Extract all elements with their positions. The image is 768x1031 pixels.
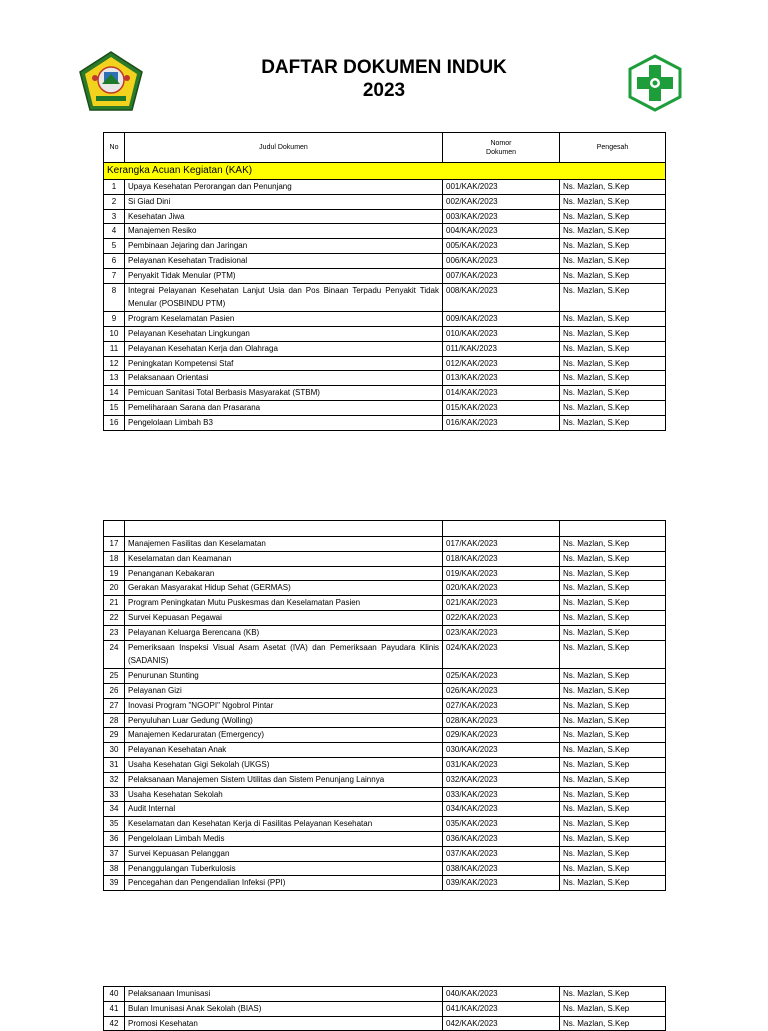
- row-number-cell: 10: [104, 326, 125, 341]
- document-number-cell: 007/KAK/2023: [443, 268, 560, 283]
- document-number-cell: 042/KAK/2023: [443, 1016, 560, 1031]
- document-number-cell: 027/KAK/2023: [443, 698, 560, 713]
- row-number-cell: 25: [104, 669, 125, 684]
- regional-emblem-logo: [78, 50, 144, 112]
- row-number-cell: 15: [104, 400, 125, 415]
- row-number-cell: 41: [104, 1001, 125, 1016]
- document-number-cell: 009/KAK/2023: [443, 312, 560, 327]
- approver-cell: Ns. Mazlan, S.Kep: [560, 239, 666, 254]
- approver-cell: Ns. Mazlan, S.Kep: [560, 386, 666, 401]
- table-row: [104, 610, 666, 625]
- document-title-cell: Penurunan Stunting: [125, 669, 443, 684]
- document-number-cell: 002/KAK/2023: [443, 194, 560, 209]
- table-row: [104, 283, 666, 312]
- document-number-cell: 038/KAK/2023: [443, 861, 560, 876]
- table-row: [104, 268, 666, 283]
- document-title-cell: Pelaksanaan Orientasi: [125, 371, 443, 386]
- row-number-cell: 30: [104, 743, 125, 758]
- row-number-cell: 5: [104, 239, 125, 254]
- row-number-cell: 27: [104, 698, 125, 713]
- approver-cell: Ns. Mazlan, S.Kep: [560, 787, 666, 802]
- approver-cell: Ns. Mazlan, S.Kep: [560, 831, 666, 846]
- approver-cell: Ns. Mazlan, S.Kep: [560, 625, 666, 640]
- document-title-cell: Usaha Kesehatan Sekolah: [125, 787, 443, 802]
- document-number-cell: 028/KAK/2023: [443, 713, 560, 728]
- document-title-cell: Pelayanan Kesehatan Kerja dan Olahraga: [125, 341, 443, 356]
- approver-cell: Ns. Mazlan, S.Kep: [560, 757, 666, 772]
- document-title-cell: Inovasi Program "NGOPI" Ngobrol Pintar: [125, 698, 443, 713]
- row-number-cell: 23: [104, 625, 125, 640]
- document-number-cell: 030/KAK/2023: [443, 743, 560, 758]
- approver-cell: Ns. Mazlan, S.Kep: [560, 415, 666, 430]
- table-body-2: [104, 537, 666, 891]
- document-number-cell: 039/KAK/2023: [443, 876, 560, 891]
- document-title-cell: Manajemen Resiko: [125, 224, 443, 239]
- table-row: [104, 757, 666, 772]
- approver-cell: Ns. Mazlan, S.Kep: [560, 1016, 666, 1031]
- approver-cell: Ns. Mazlan, S.Kep: [560, 987, 666, 1002]
- row-number-cell: 39: [104, 876, 125, 891]
- document-title-cell: Pelaksanaan Imunisasi: [125, 987, 443, 1002]
- blank-cell: [125, 521, 443, 537]
- approver-cell: Ns. Mazlan, S.Kep: [560, 1001, 666, 1016]
- table-row: [104, 566, 666, 581]
- document-title-cell: Keselamatan dan Keamanan: [125, 551, 443, 566]
- approver-cell: Ns. Mazlan, S.Kep: [560, 341, 666, 356]
- table-row: [104, 728, 666, 743]
- table-body-1: [104, 180, 666, 431]
- row-number-cell: 38: [104, 861, 125, 876]
- document-number-cell: 029/KAK/2023: [443, 728, 560, 743]
- section-header-row: [104, 163, 666, 180]
- table-row: [104, 625, 666, 640]
- row-number-cell: 26: [104, 683, 125, 698]
- approver-cell: Ns. Mazlan, S.Kep: [560, 876, 666, 891]
- row-number-cell: 33: [104, 787, 125, 802]
- approver-cell: Ns. Mazlan, S.Kep: [560, 581, 666, 596]
- table-row: [104, 209, 666, 224]
- document-title-cell: Promosi Kesehatan: [125, 1016, 443, 1031]
- document-title-cell: Survei Kepuasan Pelanggan: [125, 846, 443, 861]
- table-row: [104, 551, 666, 566]
- approver-cell: Ns. Mazlan, S.Kep: [560, 817, 666, 832]
- document-number-cell: 031/KAK/2023: [443, 757, 560, 772]
- document-title-cell: Penyakit Tidak Menular (PTM): [125, 268, 443, 283]
- row-number-cell: 35: [104, 817, 125, 832]
- table-row: [104, 772, 666, 787]
- row-number-cell: 32: [104, 772, 125, 787]
- document-number-cell: 014/KAK/2023: [443, 386, 560, 401]
- table-row: [104, 415, 666, 430]
- document-title-cell: Gerakan Masyarakat Hidup Sehat (GERMAS): [125, 581, 443, 596]
- document-title-cell: Audit Internal: [125, 802, 443, 817]
- row-number-cell: 40: [104, 987, 125, 1002]
- table-row: [104, 312, 666, 327]
- row-number-cell: 29: [104, 728, 125, 743]
- document-title-cell: Penanganan Kebakaran: [125, 566, 443, 581]
- table-row: [104, 640, 666, 669]
- document-title-cell: Pelayanan Kesehatan Anak: [125, 743, 443, 758]
- approver-cell: Ns. Mazlan, S.Kep: [560, 640, 666, 669]
- row-number-cell: 31: [104, 757, 125, 772]
- row-number-cell: 28: [104, 713, 125, 728]
- document-number-cell: 003/KAK/2023: [443, 209, 560, 224]
- approver-cell: Ns. Mazlan, S.Kep: [560, 772, 666, 787]
- row-number-cell: 2: [104, 194, 125, 209]
- table-row: [104, 371, 666, 386]
- document-number-cell: 010/KAK/2023: [443, 326, 560, 341]
- document-title-cell: Pemeriksaan Inspeksi Visual Asam Asetat (IVA) dan Pemeriksaan Payudara Klinis (SADANIS): [125, 640, 443, 669]
- document-title-cell: Pencegahan dan Pengendalian Infeksi (PPI): [125, 876, 443, 891]
- table-row: [104, 987, 666, 1002]
- document-title-cell: Peningkatan Kompetensi Staf: [125, 356, 443, 371]
- table-row: [104, 817, 666, 832]
- blank-cell: [443, 521, 560, 537]
- approver-cell: Ns. Mazlan, S.Kep: [560, 566, 666, 581]
- row-number-cell: 13: [104, 371, 125, 386]
- approver-cell: Ns. Mazlan, S.Kep: [560, 551, 666, 566]
- document-number-cell: 025/KAK/2023: [443, 669, 560, 684]
- document-number-cell: 019/KAK/2023: [443, 566, 560, 581]
- table-row: [104, 802, 666, 817]
- table-row: [104, 743, 666, 758]
- document-number-cell: 020/KAK/2023: [443, 581, 560, 596]
- table-row: [104, 596, 666, 611]
- document-table-page-3: [103, 986, 666, 1031]
- document-title-cell: Manajemen Fasilitas dan Keselamatan: [125, 537, 443, 552]
- document-title-cell: Pelayanan Keluarga Berencana (KB): [125, 625, 443, 640]
- table-row: [104, 713, 666, 728]
- document-title-cell: Bulan Imunisasi Anak Sekolah (BIAS): [125, 1001, 443, 1016]
- approver-cell: Ns. Mazlan, S.Kep: [560, 371, 666, 386]
- table-row: [104, 386, 666, 401]
- document-title-cell: Upaya Kesehatan Perorangan dan Penunjang: [125, 180, 443, 195]
- row-number-cell: 22: [104, 610, 125, 625]
- approver-cell: Ns. Mazlan, S.Kep: [560, 610, 666, 625]
- document-number-cell: 005/KAK/2023: [443, 239, 560, 254]
- document-number-cell: 024/KAK/2023: [443, 640, 560, 669]
- table-row: [104, 1001, 666, 1016]
- document-title-cell: Program Keselamatan Pasien: [125, 312, 443, 327]
- approver-cell: Ns. Mazlan, S.Kep: [560, 669, 666, 684]
- row-number-cell: 20: [104, 581, 125, 596]
- row-number-cell: 21: [104, 596, 125, 611]
- row-number-cell: 4: [104, 224, 125, 239]
- document-number-cell: 023/KAK/2023: [443, 625, 560, 640]
- table-row: [104, 341, 666, 356]
- document-title-cell: Pelayanan Gizi: [125, 683, 443, 698]
- approver-cell: Ns. Mazlan, S.Kep: [560, 683, 666, 698]
- document-number-cell: 021/KAK/2023: [443, 596, 560, 611]
- document-title-cell: Survei Kepuasan Pegawai: [125, 610, 443, 625]
- document-number-cell: 012/KAK/2023: [443, 356, 560, 371]
- row-number-cell: 9: [104, 312, 125, 327]
- document-number-cell: 013/KAK/2023: [443, 371, 560, 386]
- table-row: [104, 239, 666, 254]
- header-judul: Judul Dokumen: [125, 133, 443, 163]
- table-row: [104, 180, 666, 195]
- header-nomor-text: Nomor Dokumen: [486, 139, 516, 156]
- document-number-cell: 011/KAK/2023: [443, 341, 560, 356]
- row-number-cell: 19: [104, 566, 125, 581]
- puskesmas-logo: [626, 54, 684, 112]
- approver-cell: Ns. Mazlan, S.Kep: [560, 802, 666, 817]
- table-row: [104, 537, 666, 552]
- header-no: No: [104, 133, 125, 163]
- header-nomor: [443, 133, 560, 163]
- row-number-cell: 34: [104, 802, 125, 817]
- approver-cell: Ns. Mazlan, S.Kep: [560, 356, 666, 371]
- table-row: [104, 224, 666, 239]
- row-number-cell: 7: [104, 268, 125, 283]
- section-title: Kerangka Acuan Kegiatan (KAK): [104, 163, 666, 180]
- approver-cell: Ns. Mazlan, S.Kep: [560, 180, 666, 195]
- table-header-row: [104, 133, 666, 163]
- document-number-cell: 036/KAK/2023: [443, 831, 560, 846]
- document-title-cell: Pembinaan Jejaring dan Jaringan: [125, 239, 443, 254]
- table-row: [104, 876, 666, 891]
- document-title-cell: Penanggulangan Tuberkulosis: [125, 861, 443, 876]
- approver-cell: Ns. Mazlan, S.Kep: [560, 846, 666, 861]
- approver-cell: Ns. Mazlan, S.Kep: [560, 194, 666, 209]
- table-row: [104, 683, 666, 698]
- document-number-cell: 034/KAK/2023: [443, 802, 560, 817]
- approver-cell: Ns. Mazlan, S.Kep: [560, 224, 666, 239]
- table-row: [104, 787, 666, 802]
- document-table-page-2: [103, 520, 666, 891]
- approver-cell: Ns. Mazlan, S.Kep: [560, 743, 666, 758]
- document-title-cell: Pelayanan Kesehatan Tradisional: [125, 253, 443, 268]
- row-number-cell: 3: [104, 209, 125, 224]
- row-number-cell: 36: [104, 831, 125, 846]
- document-title-cell: Si Giad Dini: [125, 194, 443, 209]
- document-number-cell: 040/KAK/2023: [443, 987, 560, 1002]
- document-number-cell: 032/KAK/2023: [443, 772, 560, 787]
- document-title-cell: Pengelolaan Limbah Medis: [125, 831, 443, 846]
- document-number-cell: 016/KAK/2023: [443, 415, 560, 430]
- table-row: [104, 194, 666, 209]
- document-table-page-1: [103, 132, 666, 431]
- document-title-cell: Pemicuan Sanitasi Total Berbasis Masyarakat (STBM): [125, 386, 443, 401]
- document-number-cell: 026/KAK/2023: [443, 683, 560, 698]
- document-title-cell: Keselamatan dan Kesehatan Kerja di Fasilitas Pelayanan Kesehatan: [125, 817, 443, 832]
- row-number-cell: 6: [104, 253, 125, 268]
- row-number-cell: 8: [104, 283, 125, 312]
- blank-cell: [560, 521, 666, 537]
- document-title-cell: Pemeliharaan Sarana dan Prasarana: [125, 400, 443, 415]
- table-row: [104, 253, 666, 268]
- document-number-cell: 008/KAK/2023: [443, 283, 560, 312]
- row-number-cell: 14: [104, 386, 125, 401]
- row-number-cell: 18: [104, 551, 125, 566]
- row-number-cell: 16: [104, 415, 125, 430]
- title-line-2: 2023: [362, 80, 406, 101]
- document-title-cell: Pengelolaan Limbah B3: [125, 415, 443, 430]
- document-number-cell: 001/KAK/2023: [443, 180, 560, 195]
- table-body-3: [104, 987, 666, 1031]
- table-row: [104, 356, 666, 371]
- approver-cell: Ns. Mazlan, S.Kep: [560, 209, 666, 224]
- table-row: [104, 326, 666, 341]
- document-number-cell: 006/KAK/2023: [443, 253, 560, 268]
- approver-cell: Ns. Mazlan, S.Kep: [560, 268, 666, 283]
- document-number-cell: 033/KAK/2023: [443, 787, 560, 802]
- approver-cell: Ns. Mazlan, S.Kep: [560, 253, 666, 268]
- row-number-cell: 12: [104, 356, 125, 371]
- document-title-cell: Manajemen Kedaruratan (Emergency): [125, 728, 443, 743]
- row-number-cell: 1: [104, 180, 125, 195]
- approver-cell: Ns. Mazlan, S.Kep: [560, 596, 666, 611]
- row-number-cell: 42: [104, 1016, 125, 1031]
- document-number-cell: 022/KAK/2023: [443, 610, 560, 625]
- row-number-cell: 37: [104, 846, 125, 861]
- table-row: [104, 831, 666, 846]
- table-row: [104, 581, 666, 596]
- approver-cell: Ns. Mazlan, S.Kep: [560, 861, 666, 876]
- title-line-1: DAFTAR DOKUMEN INDUK: [261, 57, 507, 78]
- table-row: [104, 861, 666, 876]
- blank-header-row: [104, 521, 666, 537]
- document-title-cell: Pelayanan Kesehatan Lingkungan: [125, 326, 443, 341]
- approver-cell: Ns. Mazlan, S.Kep: [560, 698, 666, 713]
- table-row: [104, 698, 666, 713]
- document-title-cell: Pelaksanaan Manajemen Sistem Utilitas dan Sistem Penunjang Lainnya: [125, 772, 443, 787]
- blank-cell: [104, 521, 125, 537]
- approver-cell: Ns. Mazlan, S.Kep: [560, 400, 666, 415]
- table-row: [104, 846, 666, 861]
- table-row: [104, 669, 666, 684]
- document-title-cell: Program Peningkatan Mutu Puskesmas dan Keselamatan Pasien: [125, 596, 443, 611]
- approver-cell: Ns. Mazlan, S.Kep: [560, 283, 666, 312]
- approver-cell: Ns. Mazlan, S.Kep: [560, 312, 666, 327]
- document-number-cell: 035/KAK/2023: [443, 817, 560, 832]
- document-number-cell: 018/KAK/2023: [443, 551, 560, 566]
- approver-cell: Ns. Mazlan, S.Kep: [560, 326, 666, 341]
- header-pengesah: Pengesah: [560, 133, 666, 163]
- document-title: [220, 56, 548, 102]
- approver-cell: Ns. Mazlan, S.Kep: [560, 537, 666, 552]
- document-number-cell: 017/KAK/2023: [443, 537, 560, 552]
- document-title-cell: Penyuluhan Luar Gedung (Wolling): [125, 713, 443, 728]
- document-title-cell: Kesehatan Jiwa: [125, 209, 443, 224]
- document-number-cell: 037/KAK/2023: [443, 846, 560, 861]
- document-number-cell: 015/KAK/2023: [443, 400, 560, 415]
- document-title-cell: Integrai Pelayanan Kesehatan Lanjut Usia dan Pos Binaan Terpadu Penyakit Tidak Menular (POSBINDU PTM): [125, 283, 443, 312]
- row-number-cell: 11: [104, 341, 125, 356]
- document-number-cell: 041/KAK/2023: [443, 1001, 560, 1016]
- row-number-cell: 24: [104, 640, 125, 669]
- row-number-cell: 17: [104, 537, 125, 552]
- table-row: [104, 400, 666, 415]
- table-row: [104, 1016, 666, 1031]
- document-title-cell: Usaha Kesehatan Gigi Sekolah (UKGS): [125, 757, 443, 772]
- document-number-cell: 004/KAK/2023: [443, 224, 560, 239]
- approver-cell: Ns. Mazlan, S.Kep: [560, 728, 666, 743]
- approver-cell: Ns. Mazlan, S.Kep: [560, 713, 666, 728]
